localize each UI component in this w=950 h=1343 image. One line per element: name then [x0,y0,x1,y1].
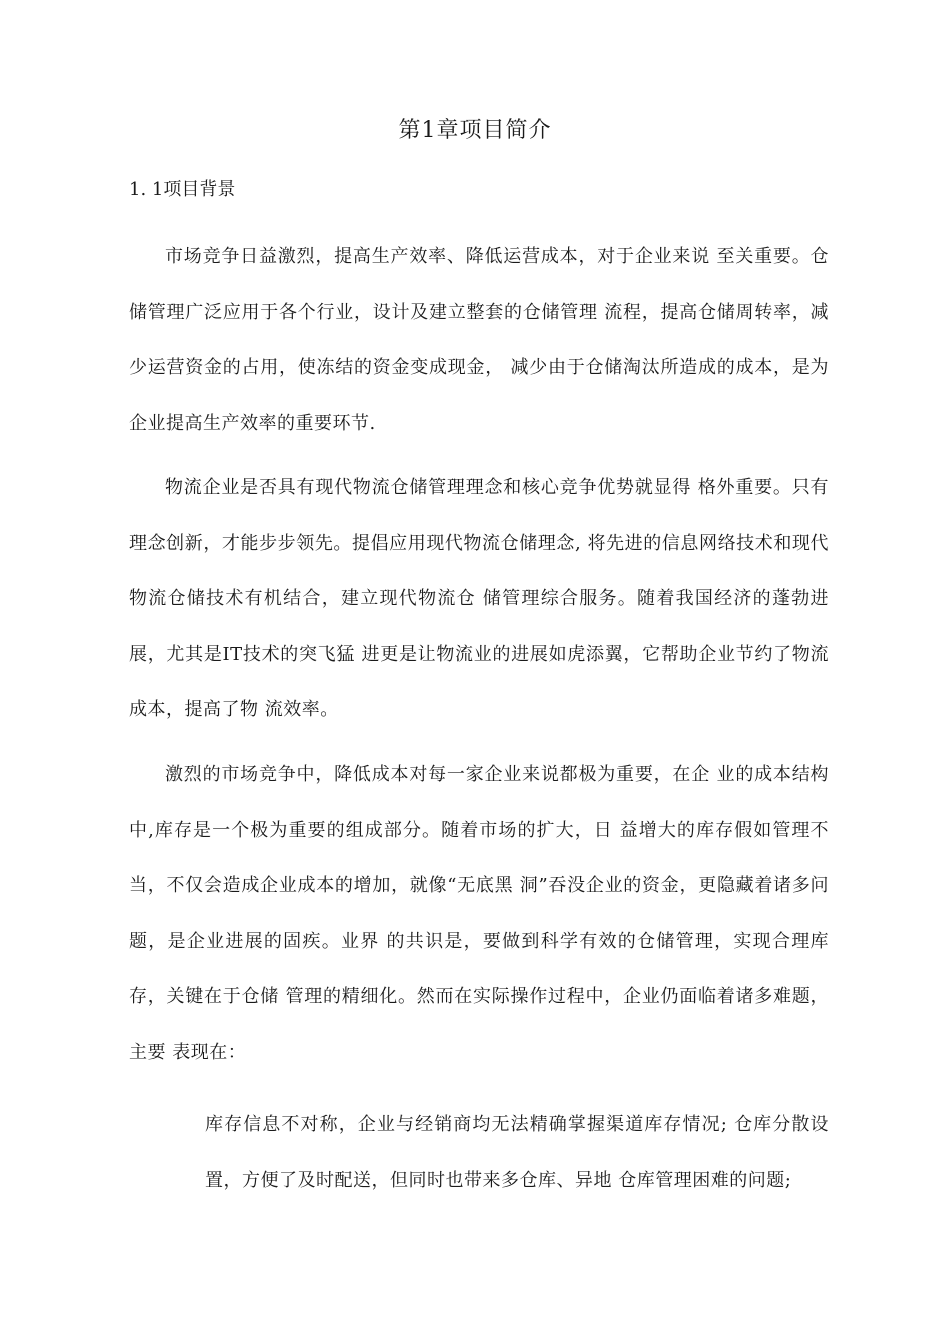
section-heading: 1. 1项目背景 [129,179,236,200]
paragraph-logistics-enterprise: 物流企业是否具有现代物流仓储管理理念和核心竞争优势就显得 格外重要。只有理念创新，才能步步领先。提倡应用现代物流仓储理念, 将先进的信息网络技术和现代物流仓储技术有机结合，建立现代物流仓 储管理综合服务。随着我国经济的蓬勃进展，尤其是IT技术的突飞猛 进更是让物流业的进展如虎添翼，它帮助企业节约了物流成本，提高了物 流效率。 [129,477,829,720]
paragraph-inventory-cost: 激烈的市场竞争中，降低成本对每一家企业来说都极为重要，在企 业的成本结构中,库存是一个极为重要的组成部分。随着市场的扩大，日 益增大的库存假如管理不当，不仅会造成企业成本的增加，就像“无底黑 洞”吞没企业的资金，更隐藏着诸多问题，是企业进展的固疾。业界 的共识是，要做到科学有效的仓储管理，实现合理库存，关键在于仓储 管理的精细化。然而在实际操作过程中，企业仍面临着诸多难题，主要 表现在： [129,764,829,1063]
chapter-title: 第1章项目简介 [398,118,552,143]
list-item: 库存信息不对称，企业与经销商均无法精确掌握渠道库存情况; 仓库分散设置，方便了及时配送，但同时也带来多仓库、异地 仓库管理困难的问题; [205,1114,829,1191]
paragraph-market-competition: 市场竞争日益激烈，提高生产效率、降低运营成本，对于企业来说 至关重要。仓储管理广泛应用于各个行业，设计及建立整套的仓储管理 流程，提高仓储周转率，减少运营资金的占用，使冻结的资金变成现金， 减少由于仓储淘汰所造成的成本，是为企业提高生产效率的重要环节. [129,246,829,434]
